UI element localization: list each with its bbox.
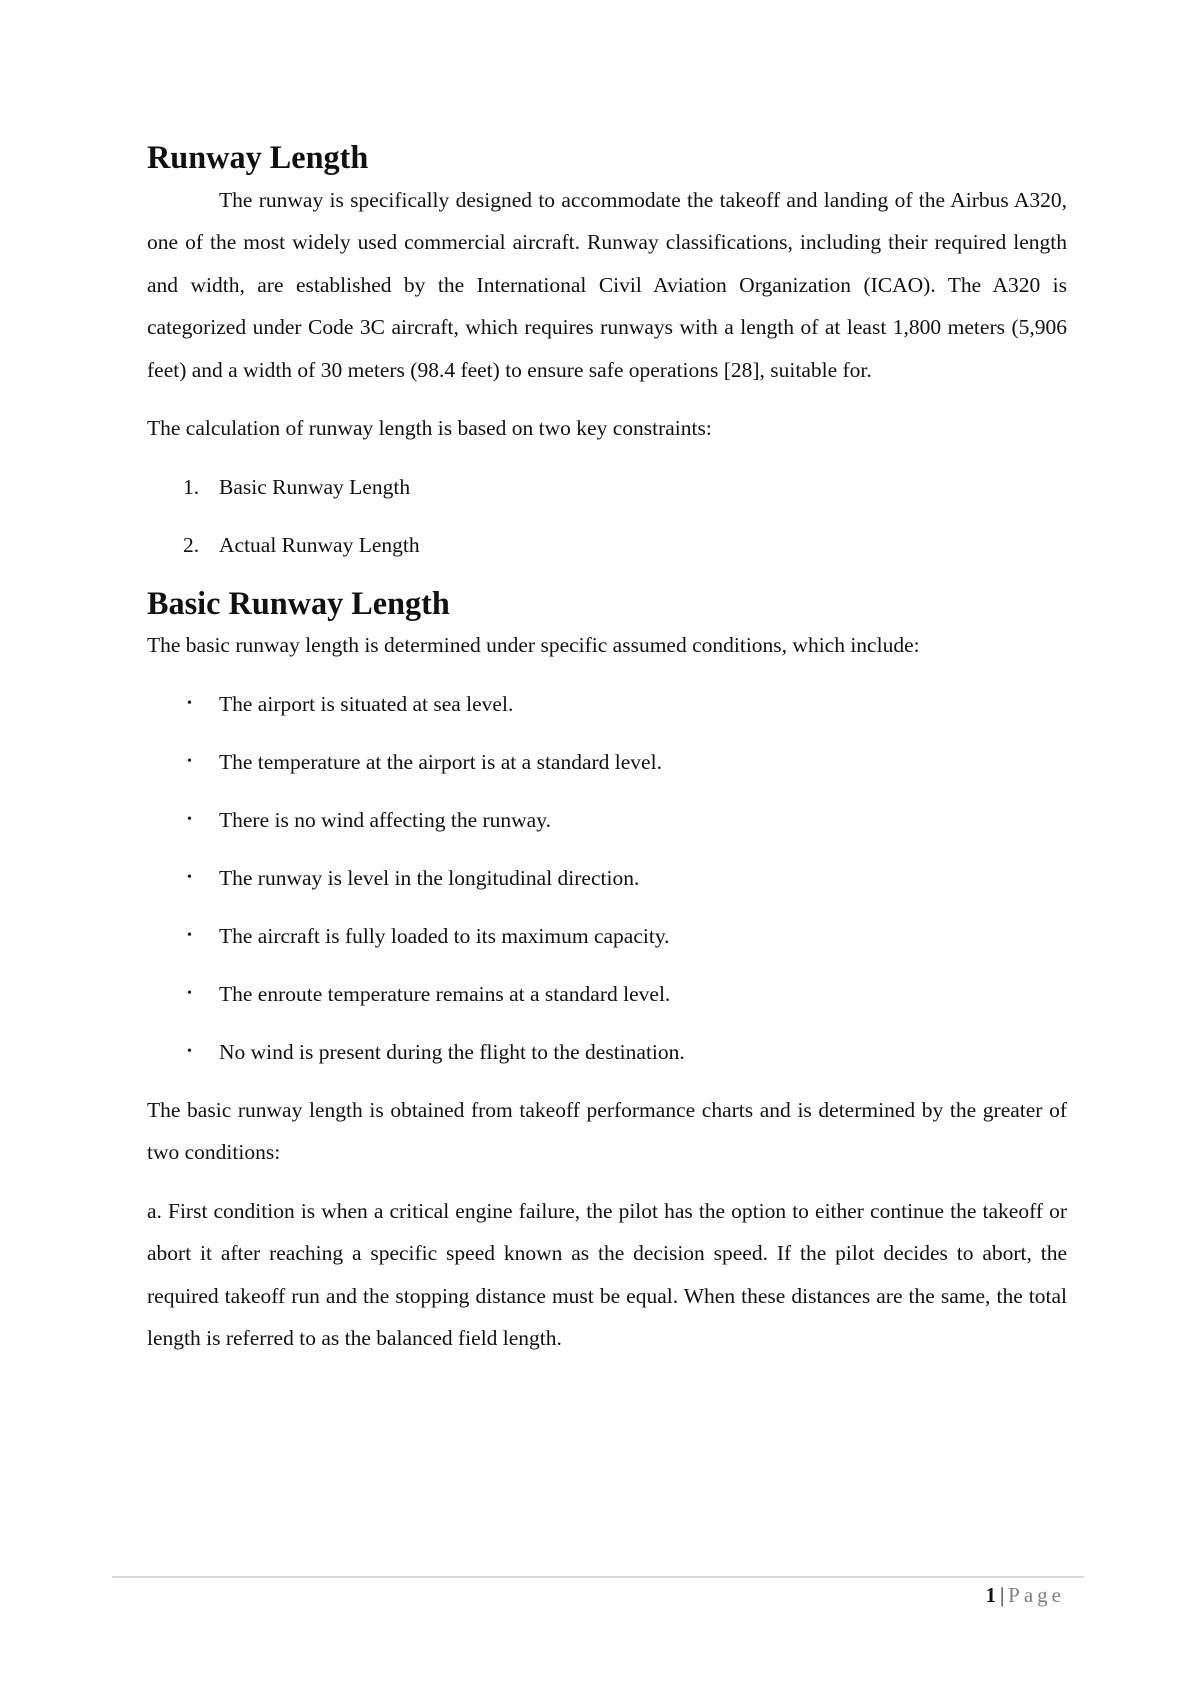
list-item	[147, 1031, 1067, 1074]
list-item	[147, 466, 1067, 509]
list-item-text: Basic Runway Length	[219, 474, 411, 499]
list-number: 1.	[183, 474, 200, 499]
bullet-icon: •	[187, 869, 192, 885]
paragraph-basic-intro: The basic runway length is determined under specific assumed conditions, which include:	[147, 633, 920, 657]
list-item-text: The enroute temperature remains at a standard level.	[219, 981, 671, 1006]
list-item	[147, 741, 1067, 784]
section-heading-basic-runway-length: Basic Runway Length	[147, 584, 450, 621]
paragraph-performance-charts: The basic runway length is obtained from takeoff performance charts and is determined by the greater of two conditions:	[147, 1097, 1067, 1164]
page-label: Page	[1008, 1583, 1065, 1607]
list-item	[147, 857, 1067, 900]
list-item-text: The aircraft is fully loaded to its maximum capacity.	[219, 923, 670, 948]
list-item	[147, 524, 1067, 567]
numbered-list-constraints	[147, 466, 1067, 567]
list-item-text: The temperature at the airport is at a standard level.	[219, 749, 662, 774]
paragraph-runway-intro: The runway is specifically designed to accommodate the takeoff and landing of the Airbus A320, one of the most widely used commercial aircraft. Runway classifications, including their required length and width, are established by the International Civil Aviation Organization (ICAO). The A320 is categorized under Code 3C aircraft, which requires runways with a length of at least 1,800 meters (5,906 feet) and a width of 30 meters (98.4 feet) to ensure safe operations [28], suitable for.	[147, 187, 1067, 382]
paragraph-calculation-constraints: The calculation of runway length is based on two key constraints:	[147, 416, 712, 440]
list-item	[147, 683, 1067, 726]
bullet-icon: •	[187, 1043, 192, 1059]
list-item-text: The runway is level in the longitudinal direction.	[219, 865, 640, 890]
bullet-icon: •	[187, 985, 192, 1001]
paragraph-first-condition: a. First condition is when a critical engine failure, the pilot has the option to either continue the takeoff or abort it after reaching a specific speed known as the decision speed. If the pilot decides to abort, the required takeoff run and the stopping distance must be equal. When these distances are the same, the total length is referred to as the balanced field length.	[147, 1198, 1067, 1350]
section-heading-runway-length: Runway Length	[147, 139, 369, 175]
footer-divider	[112, 1576, 1084, 1578]
list-number: 2.	[183, 532, 200, 557]
list-item-text: No wind is present during the flight to the destination.	[219, 1039, 685, 1064]
list-item-text: There is no wind affecting the runway.	[219, 807, 551, 832]
footer-separator: |	[999, 1583, 1005, 1607]
list-item-text: Actual Runway Length	[219, 532, 420, 557]
bullet-icon: •	[187, 695, 192, 711]
list-item	[147, 973, 1067, 1016]
page-content	[147, 136, 1067, 1360]
list-item-text: The airport is situated at sea level.	[219, 691, 514, 716]
bullet-icon: •	[187, 927, 192, 943]
list-item	[147, 915, 1067, 958]
page-footer	[985, 1580, 1065, 1610]
bullet-icon: •	[187, 753, 192, 769]
bullet-icon: •	[187, 811, 192, 827]
page-number: 1	[985, 1583, 996, 1607]
bullet-list-conditions	[147, 683, 1067, 1074]
list-item	[147, 799, 1067, 842]
